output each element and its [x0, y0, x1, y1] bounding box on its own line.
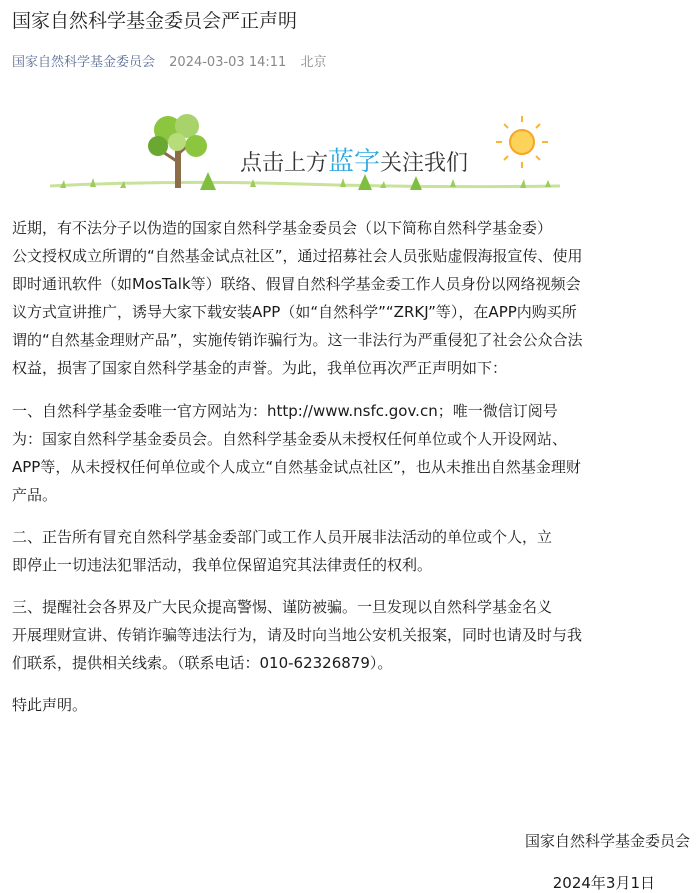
body-paragraph-point-3: 三、提醒社会各界及广大民众提高警惕、谨防被骗。一旦发现以自然科学基金名义 开展理财宣讲、传销诈骗等违法行为，请及时向当地公安机关报案，同时也请及时与我 们联系，提供相关线索。（联系电话：010-62326879）。: [12, 598, 583, 672]
signature-date: 2024年3月1日: [552, 874, 655, 892]
banner-text-highlight: 蓝字: [328, 146, 381, 176]
banner-text-before: 点击上方: [240, 150, 329, 175]
body-paragraph-closing: 特此声明。: [12, 696, 88, 714]
article-datetime: 2024-03-03 14:11: [169, 55, 287, 70]
banner-illustration: [50, 112, 560, 206]
sun-icon: [496, 116, 548, 168]
body-paragraph-point-1: 一、自然科学基金委唯一官方网站为：http://www.nsfc.gov.cn；唯一微信订阅号 为：国家自然科学基金委员会。自然科学基金委从未授权任何单位或个人开设网站、 APP等，从未授权任何单位或个人成立“自然基金试点社区”，也从未推出自然基金理财 产品。: [12, 402, 581, 504]
article-location: 北京: [300, 55, 327, 70]
article-meta: [12, 51, 336, 70]
article-source-link[interactable]: 国家自然科学基金委员会: [12, 55, 156, 70]
article-title: 国家自然科学基金委员会严正声明: [12, 10, 298, 32]
banner-text-after: 关注我们: [380, 150, 469, 175]
signature-org: 国家自然科学基金委员会: [524, 832, 690, 850]
svg-text:点击上方蓝字关注我们: [240, 146, 468, 176]
tree-icon: [148, 114, 207, 188]
body-paragraph-intro: 近期，有不法分子以伪造的国家自然科学基金委员会（以下简称自然科学基金委） 公文授权成立所谓的“自然基金试点社区”，通过招募社会人员张贴虚假海报宣传、使用 即时通讯软件（如MosTalk等）联络、假冒自然科学基金委工作人员身份以网络视频会 议方式宣讲推广，诱导大家下载安装APP（如“自然科学”“ZRKJ”等），在APP内购买所 谓的“自然基金理财产品”，实施传销诈骗行为。这一非法行为严重侵犯了社会公众合法 权益，损害了国家自然科学基金的声誉。为此，我单位再次严正声明如下：: [12, 219, 583, 377]
follow-banner: [50, 112, 560, 206]
body-paragraph-point-2: 二、正告所有冒充自然科学基金委部门或工作人员开展非法活动的单位或个人，立 即停止一切违法犯罪活动，我单位保留追究其法律责任的权利。: [12, 528, 553, 574]
